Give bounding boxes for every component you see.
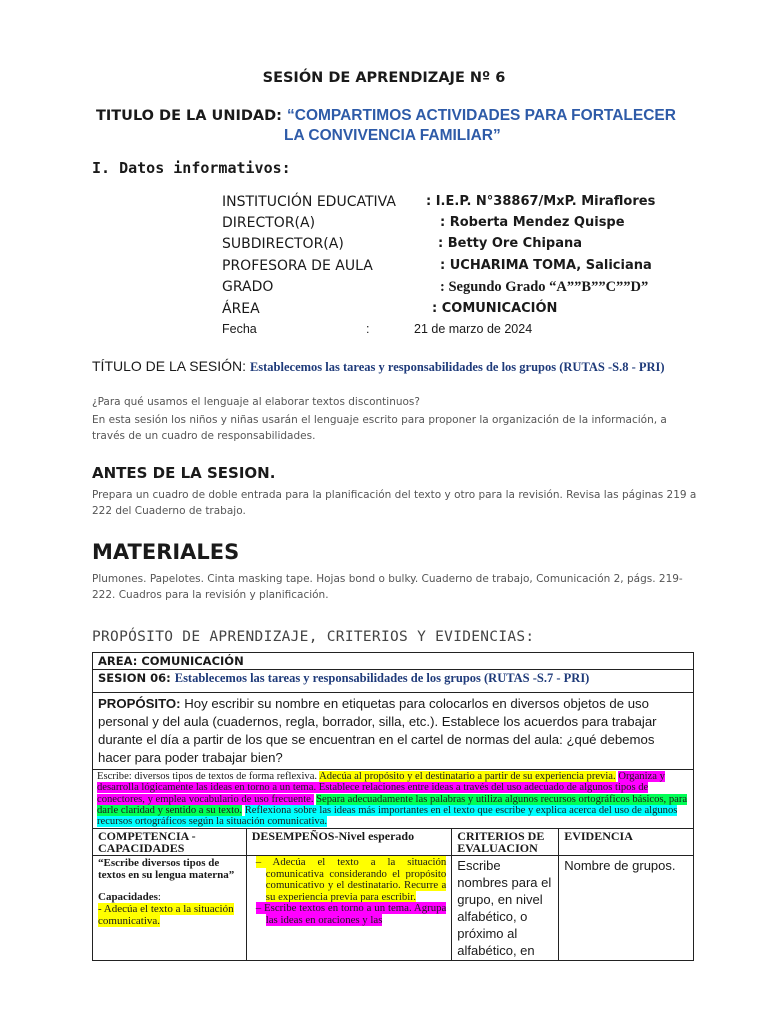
info-value: : Segundo Grado “A””B””C””D” [440,279,649,295]
evidencia-cell: Nombre de grupos. [559,856,694,961]
sesion-description: En esta sesión los niños y niñas usarán el lenguaje escrito para proponer la organización de la información, a través de un cuadro de responsabilidades. [92,414,667,442]
fecha-label: Fecha [222,322,257,336]
materiales-text: Plumones. Papelotes. Cinta masking tape. Hojas bond o bulky. Cuaderno de trabajo, Comunicación 2, págs. 219-222. Cuadros para la revisión y planificación. [92,573,683,601]
escribe-s2: Adecúa al propósito y el destinatario a partir de su experiencia previa. [319,771,616,782]
table-sesion-cell [93,670,694,693]
info-label: DIRECTOR(A) [222,215,316,231]
escribe-s6: para darle claridad y sentido a su texto. [97,793,688,816]
antes-heading: ANTES DE LA SESION. [92,464,276,482]
unit-title-line1: “COMPARTIMOS ACTIVIDADES PARA FORTALECER [287,107,676,124]
info-value: : COMUNICACIÓN [432,301,558,316]
antes-text: Prepara un cuadro de doble entrada para la planificación del texto y otro para la revisión. Revisa las páginas 219 a 222 del Cuaderno de trabajo. [92,489,697,517]
competencia-text: “Escribe diversos tipos de textos en su lengua materna” [98,857,235,882]
sesion-label: TÍTULO DE LA SESIÓN: [92,358,247,374]
info-label: INSTITUCIÓN EDUCATIVA [222,194,396,210]
capacidades-label: Capacidades [98,891,158,904]
header-desempenos: DESEMPEÑOS-Nivel esperado [246,829,452,856]
info-value: : Roberta Mendez Quispe [440,215,625,230]
materiales-heading: MATERIALES [92,540,240,564]
sesion-title-line [92,358,665,375]
escribe-s7: Reflexiona sobre las ideas más importantes en el texto que escribe y explica acerca del uso de algunos recursos ortográficos según la situación comunicativa. [97,804,678,828]
table-sesion-label: SESION 06: [98,671,171,685]
unit-title [96,106,716,145]
header-competencia: COMPETENCIA - CAPACIDADES [93,829,247,856]
proposito-table [92,652,694,961]
criterios-cell: Escribe nombres para el grupo, en nivel alfabético, o próximo al alfabético, en [452,856,559,961]
info-label: ÁREA [222,301,260,317]
capacidades-colon: : [157,891,161,904]
info-label: GRADO [222,279,274,295]
table-sesion-title: Establecemos las tareas y responsabilidades de los grupos (RUTAS -S.7 - PRI) [174,671,590,685]
desempeno-2: – Escribe textos en torno a un tema. Agrupa las ideas en oraciones y las [255,902,447,926]
info-value: : UCHARIMA TOMA, Saliciana [440,258,652,273]
fecha-colon: : [366,322,370,336]
info-value: : Betty Ore Chipana [438,236,583,251]
table-area-cell: AREA: COMUNICACIÓN [93,653,694,670]
proposito-label: PROPÓSITO: [98,696,181,711]
header-evidencia: EVIDENCIA [559,829,694,856]
table-escribe-cell [93,770,694,829]
fecha-value: 21 de marzo de 2024 [414,322,533,336]
proposito-heading: PROPÓSITO DE APRENDIZAJE, CRITERIOS Y EVIDENCIAS: [92,629,535,645]
escribe-s4: y emplea vocabulario de uso frecuente. [144,793,314,805]
sesion-title: Establecemos las tareas y responsabilidades de los grupos (RUTAS -S.8 - PRI) [249,360,665,374]
capacidad-1: - Adecúa el texto a la situación comunicativa. [98,903,234,928]
header-criterios: CRITERIOS DE EVALUACION [452,829,559,856]
escribe-s1: Escribe: diversos tipos de textos de forma reflexiva. [97,771,318,782]
info-label: PROFESORA DE AULA [222,258,373,274]
proposito-text: Hoy escribir su nombre en etiquetas para colocarlos en diversos objetos de uso personal y del aula (cuadernos, regla, borrador, silla, etc.). Establece los acuerdos para trabajar durante el día a partir de los que se encuentran en el cartel de normas del aula: ¿qué debemos hacer para poder trabajar bien? [98,696,657,765]
unit-title-line2: LA CONVIVENCIA FAMILIAR” [284,127,501,144]
unit-label: TITULO DE LA UNIDAD: [96,108,282,124]
table-proposito-cell [93,693,694,770]
info-label: SUBDIRECTOR(A) [222,236,344,252]
datos-heading: I. Datos informativos: [92,159,291,177]
info-value: : I.E.P. N°38867/MxP. Miraflores [426,194,656,209]
desempeno-1: – Adecúa el texto a la situación comunicativa considerando el propósito comunicativo y el destinatario. Recurre a su experiencia previa para escribir. [255,856,447,903]
session-title: SESIÓN DE APRENDIZAJE Nº 6 [262,70,506,86]
escribe-s5: Separa adecuadamente las palabras y utiliza algunos recursos ortográficos básicos, [316,793,667,805]
desempenos-cell [246,856,452,961]
sesion-question: ¿Para qué usamos el lenguaje al elaborar textos discontinuos? [92,396,420,408]
escribe-s3: Organiza y desarrolla lógicamente las ideas en torno a un tema. Establece relaciones entre ideas a través del uso adecuado de algunos tipos de conectores, [97,771,665,805]
competencia-cell [93,856,247,961]
